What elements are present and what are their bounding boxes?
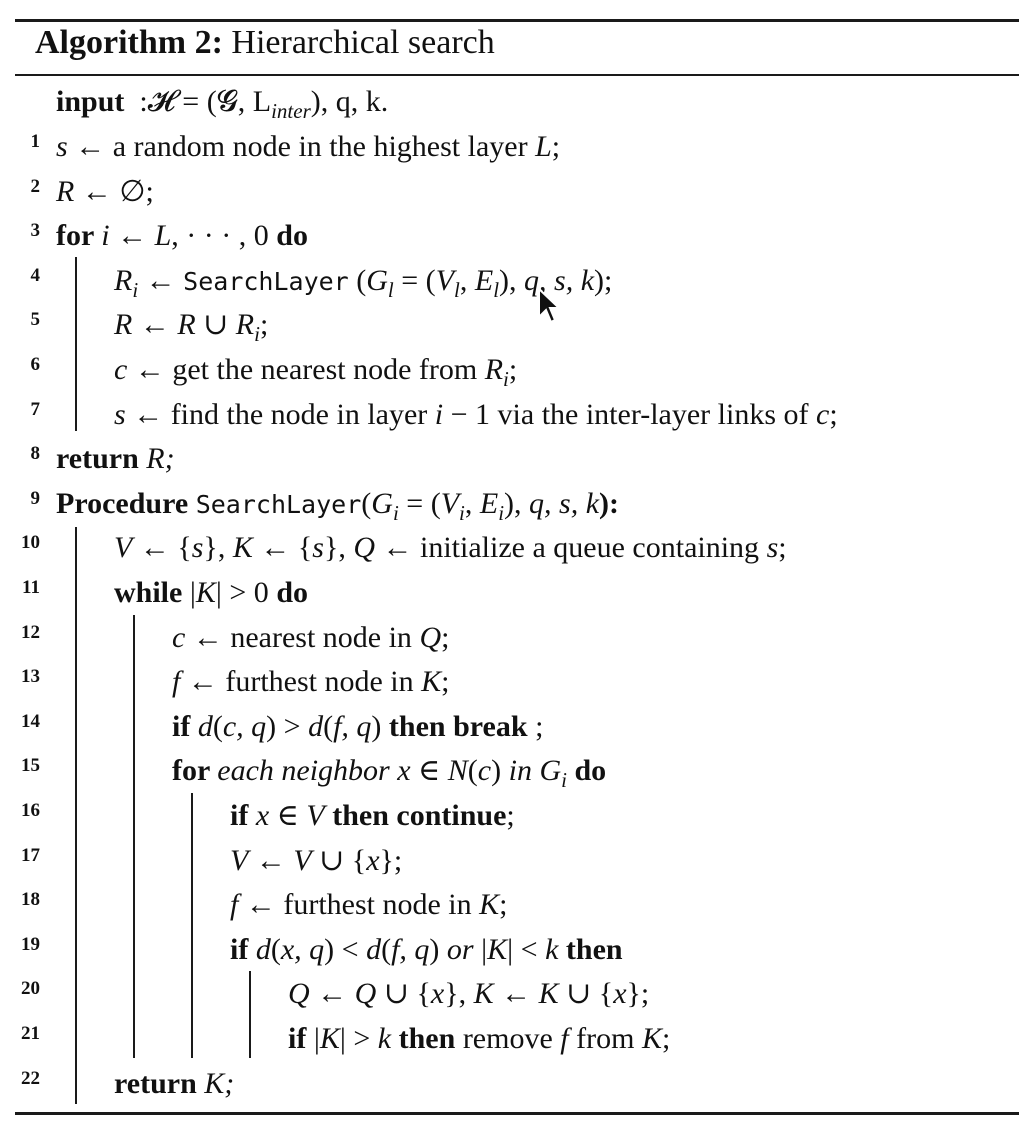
code-token: V [440, 486, 460, 520]
code-token: x [613, 977, 627, 1011]
algorithm-line [0, 571, 1034, 615]
code-token: K [232, 531, 253, 565]
line-code [172, 705, 543, 749]
code-token: R [114, 263, 133, 297]
code-token: c, q [222, 709, 267, 743]
code-token: d [308, 709, 324, 743]
line-number: 16 [21, 800, 40, 821]
code-token: from [568, 1022, 642, 1055]
algorithm-line [0, 170, 1034, 214]
line-code [114, 393, 838, 437]
code-token: ← furthest node in [180, 665, 422, 699]
code-token: R; [146, 442, 175, 476]
code-token: ; [499, 888, 508, 922]
top-rule [15, 19, 1019, 22]
code-token: then continue [324, 799, 507, 832]
line-number: 17 [21, 844, 40, 866]
code-token: s [766, 531, 779, 565]
algorithm-line [0, 883, 1034, 927]
code-token: K [479, 888, 500, 922]
code-token: ; [441, 620, 450, 654]
line-number: 7 [30, 398, 40, 420]
line-number: 6 [30, 354, 40, 375]
code-token: ← furthest node in [238, 888, 480, 922]
code-token: = ( [398, 486, 441, 520]
code-token: i [434, 397, 444, 431]
algorithm-line [0, 125, 1034, 169]
line-code [288, 972, 649, 1016]
line-code [56, 214, 308, 258]
line-code [230, 794, 515, 838]
code-token: E [474, 263, 494, 297]
algorithm-line [0, 839, 1034, 883]
line-code [230, 839, 402, 883]
code-token: R [56, 174, 75, 208]
code-token: ∪ { [376, 977, 431, 1011]
code-token: q, s, k [529, 486, 600, 520]
code-token: ) < [324, 932, 367, 966]
algorithm-caption [35, 24, 495, 62]
code-token: ) [371, 709, 389, 743]
header-rule [15, 74, 1019, 76]
line-number: 22 [21, 1067, 40, 1089]
code-token: | [473, 932, 488, 966]
indent-bar-while [133, 615, 135, 1058]
line-number: 19 [21, 933, 40, 955]
code-token: do [276, 576, 308, 609]
code-token: }; [626, 977, 650, 1011]
code-token: ← [132, 308, 178, 342]
code-token: l [454, 277, 460, 302]
code-token: i [132, 277, 139, 302]
indent-bar-procedure [75, 527, 77, 1104]
code-token: then [391, 1022, 456, 1055]
line-code [114, 1062, 234, 1106]
code-token: c [477, 754, 492, 788]
code-token: | [313, 1022, 320, 1055]
code-token: }, [203, 531, 233, 565]
code-token: k [377, 1022, 392, 1055]
code-token: i [101, 219, 110, 253]
code-token: V [435, 263, 455, 297]
code-token: ← [493, 977, 539, 1011]
code-token: G [371, 486, 393, 520]
code-token: i [459, 500, 465, 525]
code-token: Q [354, 977, 377, 1011]
code-token: for [172, 754, 218, 788]
code-token: ; [508, 353, 518, 386]
algorithm-line [0, 482, 1034, 526]
code-token: ; [778, 531, 787, 565]
code-token: , · · · , 0 [171, 219, 277, 253]
code-token: , [464, 486, 480, 520]
code-token: ), [499, 263, 525, 297]
line-code [172, 660, 450, 704]
code-token: then break [388, 709, 528, 743]
code-token: k [545, 932, 559, 966]
code-token: Q [353, 531, 376, 565]
indent-bar-foreach [191, 793, 193, 1058]
code-token: i [503, 367, 509, 391]
code-token: x [430, 977, 445, 1011]
algorithm-line [0, 705, 1034, 749]
code-token: ∈ [410, 754, 448, 788]
code-token: d [255, 932, 271, 966]
code-token: Procedure [56, 486, 196, 520]
algorithm-line [0, 303, 1034, 347]
code-token: ← find the node in layer [125, 397, 435, 431]
line-number: 13 [21, 666, 40, 688]
code-token: K [487, 932, 508, 966]
algorithm-line [0, 928, 1034, 972]
algorithm-line [0, 393, 1034, 437]
code-token: | [189, 576, 196, 609]
code-token: Q [419, 620, 442, 654]
code-token: each neighbor x [217, 754, 411, 788]
code-token: K [195, 576, 216, 609]
input-text: :𝓗 = (𝓖, L [139, 85, 272, 118]
line-number: 12 [21, 621, 40, 643]
code-token: f [560, 1022, 569, 1055]
code-token: }, [323, 531, 354, 565]
algorithm-line [0, 259, 1034, 303]
code-token: ← [248, 843, 294, 877]
algorithm-line [0, 794, 1034, 838]
code-token: while [114, 576, 190, 609]
code-token: ( [323, 709, 334, 743]
code-token: L [154, 219, 172, 253]
code-token: l [387, 277, 394, 302]
line-number: 1 [30, 131, 40, 152]
code-token: then [558, 932, 623, 966]
code-token: ← initialize a queue containing [375, 531, 767, 565]
code-token: ); [594, 263, 613, 297]
code-token: V [114, 531, 133, 565]
input-line [0, 80, 1034, 124]
code-token: if [230, 932, 256, 966]
code-token: ( [467, 754, 478, 788]
code-token: do [276, 219, 308, 253]
line-code [172, 616, 449, 660]
code-token: ← [138, 263, 184, 297]
line-number: 15 [21, 755, 40, 777]
algorithm-line [0, 437, 1034, 481]
algorithm-line [0, 214, 1034, 258]
code-token: do [566, 754, 607, 788]
code-token: | > [339, 1022, 378, 1055]
line-code [56, 437, 175, 481]
code-token: V [293, 843, 312, 877]
code-token: V [230, 843, 249, 877]
code-token: SearchLayer [183, 266, 349, 296]
bottom-rule [15, 1112, 1019, 1115]
code-token: s [191, 531, 204, 565]
code-token: ; [829, 397, 838, 431]
code-token: return [56, 442, 147, 476]
algorithm-line [0, 972, 1034, 1016]
code-token: d [197, 709, 213, 743]
code-token: or [446, 932, 474, 966]
algorithm-line [0, 526, 1034, 570]
line-number: 20 [21, 978, 40, 1000]
line-number: 8 [30, 443, 40, 465]
line-number: 14 [21, 710, 40, 732]
indent-bar-if [249, 971, 251, 1058]
code-token: if [288, 1022, 314, 1055]
code-token: ): [599, 486, 620, 520]
code-token: SearchLayer [195, 489, 362, 519]
code-token: ; [527, 709, 544, 743]
algorithm-line [0, 616, 1034, 660]
code-token: remove [455, 1022, 561, 1055]
code-token: K [538, 977, 559, 1011]
code-token: | > 0 [215, 576, 277, 609]
code-token: R [177, 308, 196, 342]
code-token: d [366, 932, 382, 966]
code-token: q, s, k [524, 263, 595, 297]
code-token: for [56, 219, 102, 253]
code-token: ( [361, 486, 372, 520]
code-token: return [114, 1066, 205, 1100]
line-number: 9 [30, 487, 40, 509]
code-token: s [114, 397, 126, 431]
code-token: }, [444, 977, 474, 1011]
code-token: R [484, 353, 504, 386]
algorithm-line [0, 1062, 1034, 1106]
code-token: ∪ { [558, 977, 614, 1011]
line-number: 5 [30, 309, 40, 331]
line-number: 2 [30, 175, 40, 197]
code-token: ( [348, 263, 367, 297]
code-token: i [498, 500, 505, 525]
line-number: 11 [22, 577, 40, 598]
algorithm-line [0, 660, 1034, 704]
code-token: ; [506, 799, 515, 832]
line-number: 4 [30, 264, 40, 286]
code-token: K [473, 977, 494, 1011]
line-number: 21 [21, 1023, 40, 1044]
code-token: ) [491, 754, 509, 788]
code-token: c [816, 397, 830, 431]
code-token: ∪ { [311, 843, 367, 877]
code-token: s [56, 130, 68, 163]
code-token: K [421, 665, 442, 699]
code-token: E [479, 486, 499, 520]
code-token: N [447, 754, 468, 788]
code-token: c [114, 353, 128, 386]
code-token: ∈ [269, 799, 307, 832]
indent-bar-for [75, 257, 77, 431]
line-number: 3 [30, 220, 40, 242]
input-keyword: input [56, 85, 125, 118]
code-token: l [493, 277, 500, 302]
code-token: ∪ [195, 308, 236, 342]
code-token: G [366, 263, 388, 297]
code-token: f [172, 665, 181, 699]
algorithm-line [0, 1017, 1034, 1061]
code-token: = ( [393, 263, 436, 297]
code-token: L [535, 130, 552, 163]
code-token: ← get the nearest node from [127, 353, 485, 386]
code-token: ) > [266, 709, 309, 743]
code-token: K [319, 1022, 340, 1055]
code-token: R [235, 308, 255, 342]
code-token: ← ∅; [74, 174, 154, 208]
line-code [114, 571, 308, 615]
algorithm-line [0, 749, 1034, 793]
code-token: ← { [252, 531, 313, 565]
code-token: ← a random node in the highest layer [67, 130, 536, 163]
code-token: ; [259, 308, 269, 342]
line-code [56, 125, 560, 169]
code-token: if [230, 799, 256, 832]
code-token: R [114, 308, 133, 342]
algorithm-line [0, 348, 1034, 392]
line-code [230, 883, 508, 927]
algorithm-title: Hierarchical search [231, 24, 495, 61]
code-token: ; [441, 665, 450, 699]
line-code [288, 1017, 670, 1061]
code-token: ; [661, 1022, 671, 1055]
code-token: V [306, 799, 325, 832]
code-token: s [312, 531, 324, 565]
code-token: − 1 via the inter-layer links of [443, 397, 817, 431]
code-token: ← [109, 219, 155, 253]
code-token: ← { [132, 531, 192, 565]
code-token: c [172, 620, 186, 654]
code-token: i [254, 322, 260, 347]
code-token: x [366, 843, 380, 877]
code-token: x [255, 799, 270, 832]
code-token: ← nearest node in [185, 620, 420, 654]
code-token: f, q [333, 709, 372, 743]
code-token: ( [381, 932, 392, 966]
mouse-cursor-icon [537, 287, 561, 327]
code-token: x, q [280, 932, 325, 966]
code-token: f [230, 888, 239, 922]
code-token: i [392, 500, 399, 525]
code-token: ← [309, 977, 355, 1011]
code-token: Q [288, 977, 310, 1011]
code-token: K [641, 1022, 662, 1055]
code-token: if [172, 709, 198, 743]
code-token: ) [429, 932, 447, 966]
code-token: ), [504, 486, 530, 520]
line-code [114, 526, 787, 570]
code-token: ; [551, 130, 561, 163]
code-token: , [459, 263, 475, 297]
code-token: in G [508, 754, 562, 788]
code-token: | < [507, 932, 546, 966]
code-token: f, q [391, 932, 430, 966]
code-token: i [561, 768, 567, 793]
code-token: }; [379, 843, 403, 877]
line-number: 10 [21, 532, 40, 554]
line-code [56, 170, 154, 214]
code-token: K; [204, 1066, 235, 1100]
algorithm-label: Algorithm 2: [35, 24, 223, 61]
code-token: ( [270, 932, 281, 966]
input-rest: ), q, k. [310, 85, 389, 118]
line-code [230, 928, 623, 972]
line-number: 18 [21, 889, 40, 911]
code-token: ( [212, 709, 223, 743]
input-sub: inter [271, 99, 311, 123]
